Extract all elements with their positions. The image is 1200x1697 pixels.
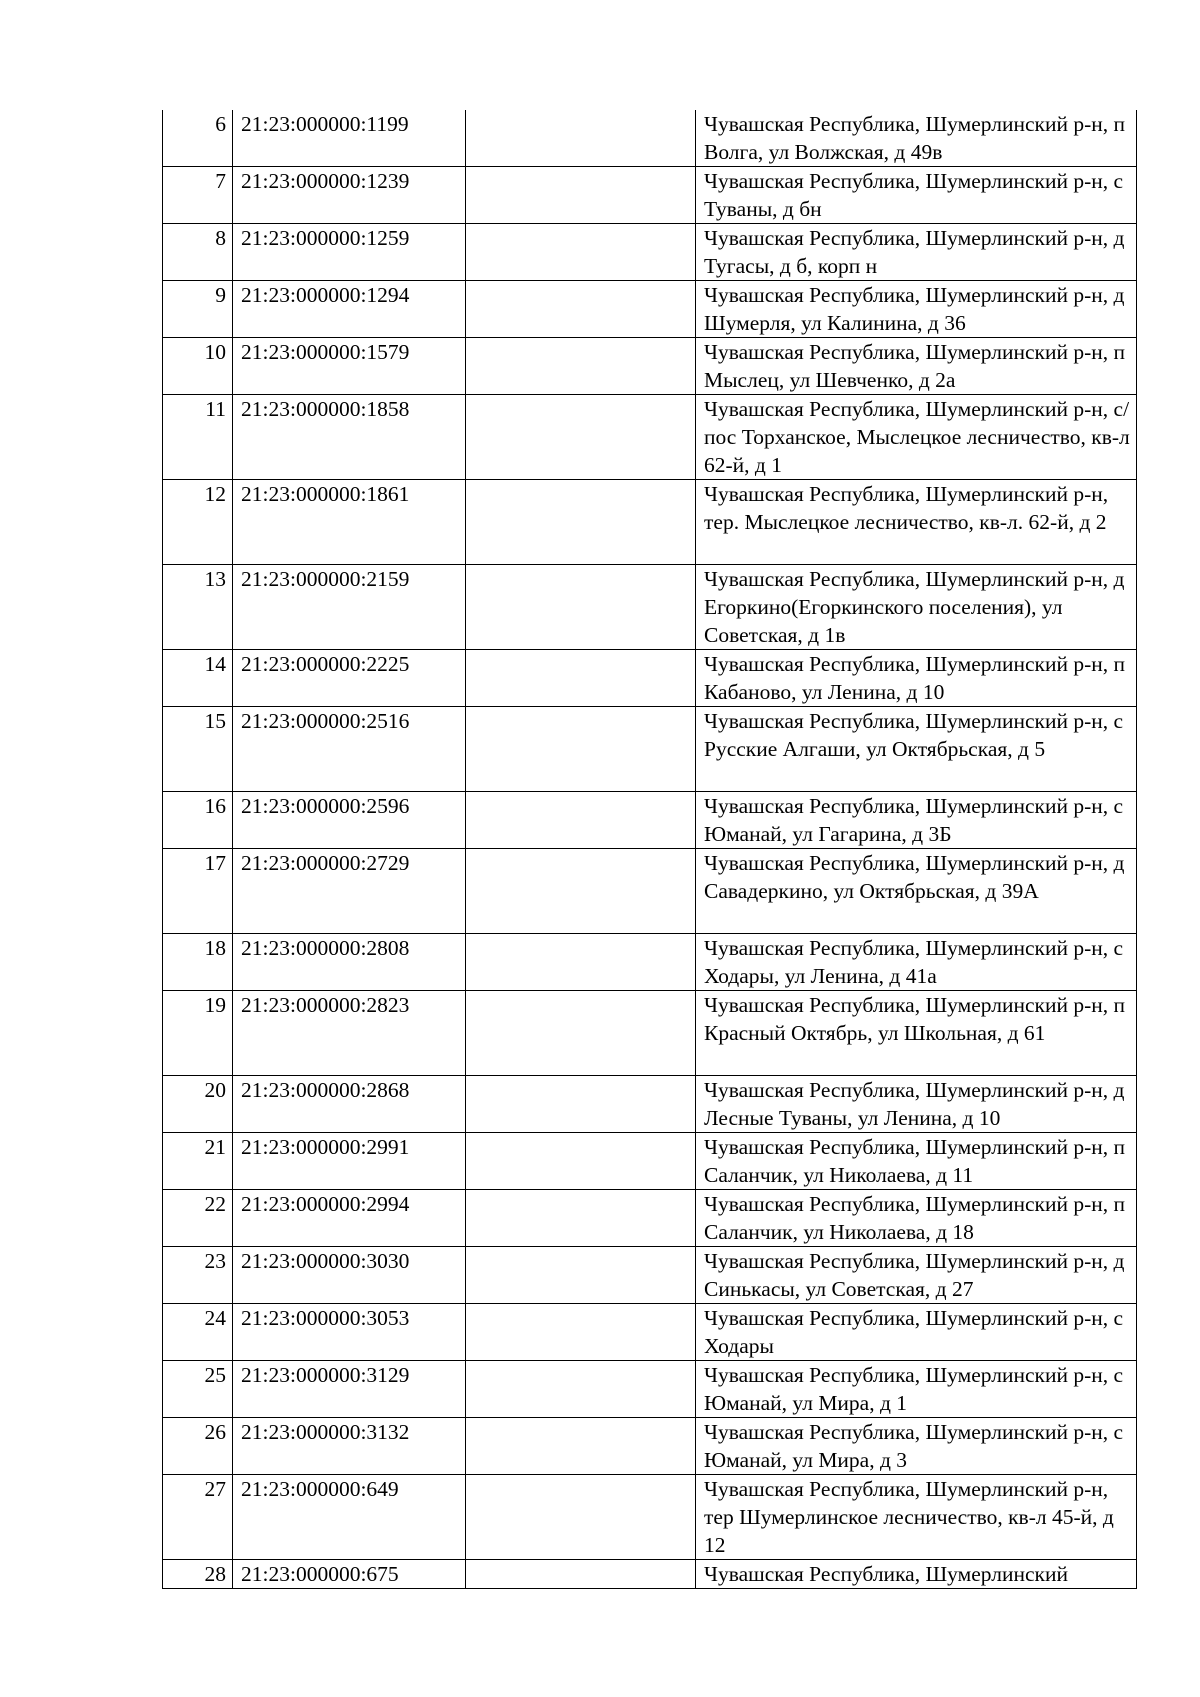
- cadastral-number-cell: 21:23:000000:2994: [233, 1190, 466, 1247]
- table-row: [163, 849, 1137, 934]
- row-number-cell: 16: [163, 792, 233, 849]
- cadastral-number-cell: 21:23:000000:1858: [233, 395, 466, 480]
- cadastral-number-cell: 21:23:000000:2729: [233, 849, 466, 934]
- address-cell: Чувашская Республика, Шумерлинский р-н, п Кабаново, ул Ленина, д 10: [696, 650, 1137, 707]
- cadastral-number-cell: 21:23:000000:675: [233, 1560, 466, 1589]
- cadastral-number-cell: 21:23:000000:1294: [233, 281, 466, 338]
- empty-cell: [466, 1560, 696, 1589]
- empty-cell: [466, 110, 696, 167]
- empty-cell: [466, 1418, 696, 1475]
- registry-table-body: [163, 110, 1137, 1589]
- row-number-cell: 20: [163, 1076, 233, 1133]
- empty-cell: [466, 281, 696, 338]
- empty-cell: [466, 1133, 696, 1190]
- address-cell: Чувашская Республика, Шумерлинский р-н, п Волга, ул Волжская, д 49в: [696, 110, 1137, 167]
- cadastral-number-cell: 21:23:000000:3030: [233, 1247, 466, 1304]
- row-number-cell: 13: [163, 565, 233, 650]
- row-number-cell: 28: [163, 1560, 233, 1589]
- empty-cell: [466, 1190, 696, 1247]
- address-cell: Чувашская Республика, Шумерлинский р-н, п Красный Октябрь, ул Школьная, д 61: [696, 991, 1137, 1076]
- row-number-cell: 23: [163, 1247, 233, 1304]
- row-number-cell: 24: [163, 1304, 233, 1361]
- row-number-cell: 19: [163, 991, 233, 1076]
- cadastral-number-cell: 21:23:000000:1579: [233, 338, 466, 395]
- empty-cell: [466, 565, 696, 650]
- table-row: [163, 1190, 1137, 1247]
- table-row: [163, 110, 1137, 167]
- row-number-cell: 6: [163, 110, 233, 167]
- cadastral-number-cell: 21:23:000000:3129: [233, 1361, 466, 1418]
- table-row: [163, 1133, 1137, 1190]
- address-cell: Чувашская Республика, Шумерлинский р-н, тер Шумерлинское лесничество, кв-л 45-й, д 12: [696, 1475, 1137, 1560]
- empty-cell: [466, 1304, 696, 1361]
- table-row: [163, 707, 1137, 792]
- empty-cell: [466, 480, 696, 565]
- address-cell: Чувашская Республика, Шумерлинский р-н, д Шумерля, ул Калинина, д 36: [696, 281, 1137, 338]
- row-number-cell: 25: [163, 1361, 233, 1418]
- cadastral-number-cell: 21:23:000000:2823: [233, 991, 466, 1076]
- address-cell: Чувашская Республика, Шумерлинский р-н, д Егоркино(Егоркинского поселения), ул Советская, д 1в: [696, 565, 1137, 650]
- row-number-cell: 11: [163, 395, 233, 480]
- empty-cell: [466, 650, 696, 707]
- table-row: [163, 934, 1137, 991]
- address-cell: Чувашская Республика, Шумерлинский р-н, с Ходары: [696, 1304, 1137, 1361]
- cadastral-number-cell: 21:23:000000:2868: [233, 1076, 466, 1133]
- empty-cell: [466, 1361, 696, 1418]
- empty-cell: [466, 1247, 696, 1304]
- registry-table: [162, 110, 1137, 1589]
- table-row: [163, 792, 1137, 849]
- cadastral-number-cell: 21:23:000000:1861: [233, 480, 466, 565]
- table-row: [163, 338, 1137, 395]
- cadastral-number-cell: 21:23:000000:1239: [233, 167, 466, 224]
- address-cell: Чувашская Республика, Шумерлинский р-н, д Тугасы, д б, корп н: [696, 224, 1137, 281]
- table-row: [163, 395, 1137, 480]
- address-cell: Чувашская Республика, Шумерлинский р-н, д Савадеркино, ул Октябрьская, д 39А: [696, 849, 1137, 934]
- empty-cell: [466, 991, 696, 1076]
- empty-cell: [466, 934, 696, 991]
- cadastral-number-cell: 21:23:000000:1199: [233, 110, 466, 167]
- row-number-cell: 7: [163, 167, 233, 224]
- address-cell: Чувашская Республика, Шумерлинский р-н, п Саланчик, ул Николаева, д 11: [696, 1133, 1137, 1190]
- empty-cell: [466, 395, 696, 480]
- address-cell: Чувашская Республика, Шумерлинский р-н, тер. Мыслецкое лесничество, кв-л. 62-й, д 2: [696, 480, 1137, 565]
- table-row: [163, 1560, 1137, 1589]
- row-number-cell: 18: [163, 934, 233, 991]
- table-row: [163, 1304, 1137, 1361]
- cadastral-number-cell: 21:23:000000:2225: [233, 650, 466, 707]
- table-row: [163, 224, 1137, 281]
- cadastral-number-cell: 21:23:000000:3132: [233, 1418, 466, 1475]
- row-number-cell: 15: [163, 707, 233, 792]
- table-row: [163, 1418, 1137, 1475]
- row-number-cell: 17: [163, 849, 233, 934]
- table-row: [163, 281, 1137, 338]
- table-row: [163, 1247, 1137, 1304]
- empty-cell: [466, 167, 696, 224]
- address-cell: Чувашская Республика, Шумерлинский р-н, с Русские Алгаши, ул Октябрьская, д 5: [696, 707, 1137, 792]
- address-cell: Чувашская Республика, Шумерлинский р-н, с Ходары, ул Ленина, д 41а: [696, 934, 1137, 991]
- empty-cell: [466, 1076, 696, 1133]
- empty-cell: [466, 792, 696, 849]
- row-number-cell: 27: [163, 1475, 233, 1560]
- table-row: [163, 1361, 1137, 1418]
- cadastral-number-cell: 21:23:000000:2596: [233, 792, 466, 849]
- address-cell: Чувашская Республика, Шумерлинский р-н, п Саланчик, ул Николаева, д 18: [696, 1190, 1137, 1247]
- row-number-cell: 12: [163, 480, 233, 565]
- row-number-cell: 9: [163, 281, 233, 338]
- address-cell: Чувашская Республика, Шумерлинский: [696, 1560, 1137, 1589]
- table-row: [163, 991, 1137, 1076]
- address-cell: Чувашская Республика, Шумерлинский р-н, с Юманай, ул Мира, д 3: [696, 1418, 1137, 1475]
- row-number-cell: 26: [163, 1418, 233, 1475]
- cadastral-number-cell: 21:23:000000:2808: [233, 934, 466, 991]
- empty-cell: [466, 707, 696, 792]
- cadastral-number-cell: 21:23:000000:2991: [233, 1133, 466, 1190]
- row-number-cell: 21: [163, 1133, 233, 1190]
- address-cell: Чувашская Республика, Шумерлинский р-н, п Мыслец, ул Шевченко, д 2а: [696, 338, 1137, 395]
- address-cell: Чувашская Республика, Шумерлинский р-н, д Лесные Туваны, ул Ленина, д 10: [696, 1076, 1137, 1133]
- table-row: [163, 480, 1137, 565]
- row-number-cell: 22: [163, 1190, 233, 1247]
- row-number-cell: 14: [163, 650, 233, 707]
- empty-cell: [466, 338, 696, 395]
- cadastral-number-cell: 21:23:000000:2516: [233, 707, 466, 792]
- table-row: [163, 167, 1137, 224]
- cadastral-number-cell: 21:23:000000:1259: [233, 224, 466, 281]
- address-cell: Чувашская Республика, Шумерлинский р-н, с Юманай, ул Гагарина, д 3Б: [696, 792, 1137, 849]
- cadastral-number-cell: 21:23:000000:3053: [233, 1304, 466, 1361]
- empty-cell: [466, 224, 696, 281]
- cadastral-number-cell: 21:23:000000:649: [233, 1475, 466, 1560]
- address-cell: Чувашская Республика, Шумерлинский р-н, с Туваны, д бн: [696, 167, 1137, 224]
- empty-cell: [466, 1475, 696, 1560]
- empty-cell: [466, 849, 696, 934]
- table-row: [163, 565, 1137, 650]
- address-cell: Чувашская Республика, Шумерлинский р-н, с/пос Торханское, Мыслецкое лесничество, кв-л 62-й, д 1: [696, 395, 1137, 480]
- cadastral-number-cell: 21:23:000000:2159: [233, 565, 466, 650]
- row-number-cell: 10: [163, 338, 233, 395]
- address-cell: Чувашская Республика, Шумерлинский р-н, д Синькасы, ул Советская, д 27: [696, 1247, 1137, 1304]
- table-row: [163, 650, 1137, 707]
- table-row: [163, 1475, 1137, 1560]
- table-row: [163, 1076, 1137, 1133]
- row-number-cell: 8: [163, 224, 233, 281]
- address-cell: Чувашская Республика, Шумерлинский р-н, с Юманай, ул Мира, д 1: [696, 1361, 1137, 1418]
